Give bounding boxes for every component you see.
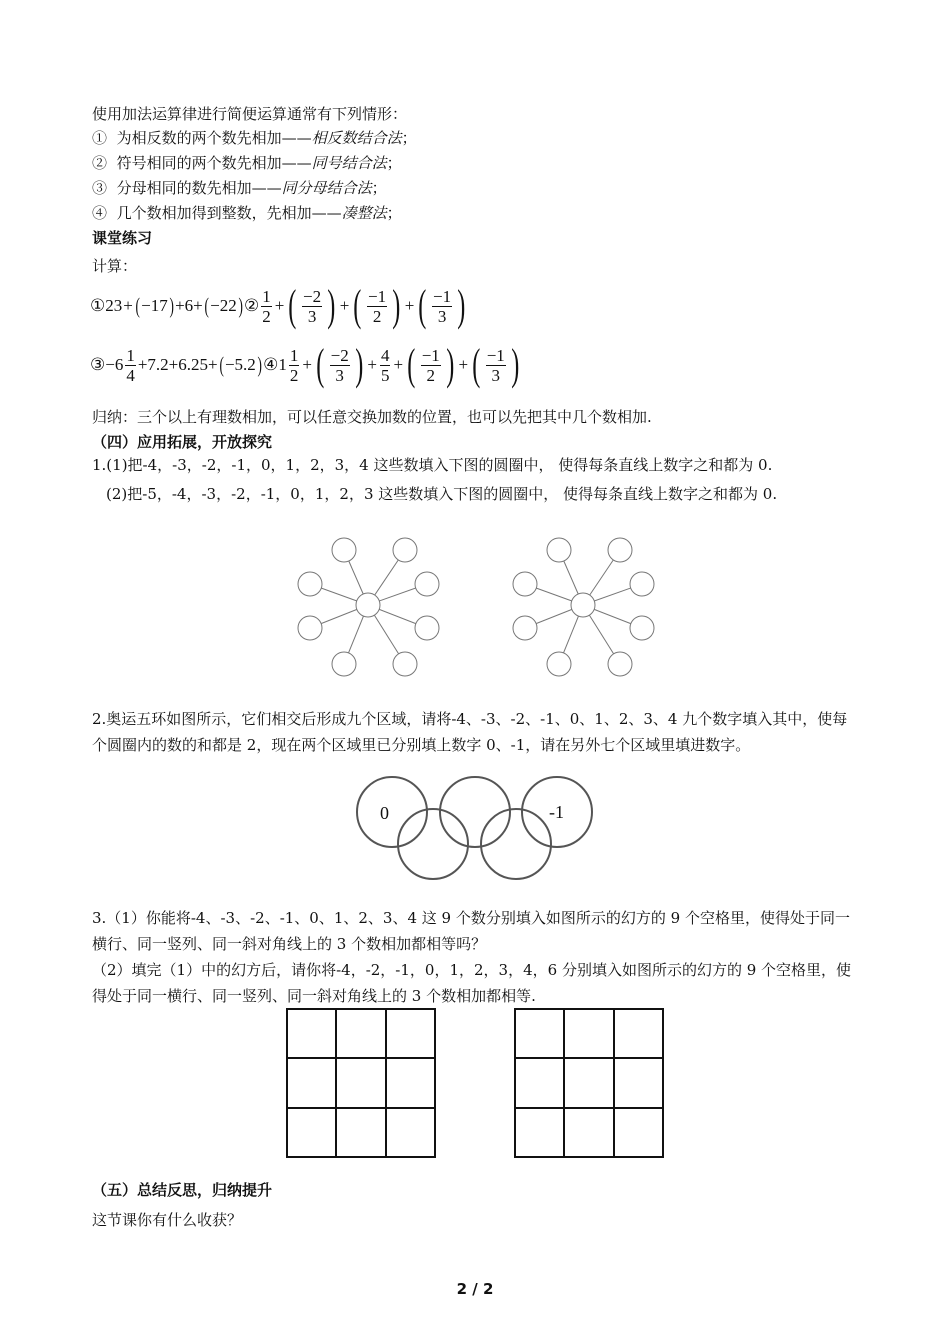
rule-3-method: 同分母结合法: [281, 179, 372, 197]
page-number: 2 / 2: [456, 1280, 494, 1298]
star-diagram-right: [505, 530, 665, 690]
expression-row-1: ① 23 + ( −17 ) +6+ ( −22 ) ② $\frac{1}{2}$ + ( $\frac{-2}{3}$ ) + ( $\frac{-1}{2}$ ) + ( $\frac{-1}{3}$ ): [90, 281, 466, 330]
question-1-part-2: (2)把-5，-4，-3，-2，-1，0，1，2，3 这些数填入下图的圆圈中， 使得每条直线上数字之和都为 0.: [106, 485, 778, 503]
ring: [398, 809, 468, 879]
section-5-heading: （五）总结反思，归纳提升: [92, 1181, 273, 1199]
outer-circle: [547, 538, 571, 562]
outer-circle: [630, 572, 654, 596]
outer-circle: [332, 538, 356, 562]
outer-circle: [393, 652, 417, 676]
outer-circle: [298, 572, 322, 596]
outer-circle: [415, 616, 439, 640]
outer-circle: [608, 652, 632, 676]
expression-row-2: ③ −6 $\frac{1}{4}$ +7.2+6.25+ ( −5.2 ) ④ 1 $\frac{1}{2}$ + ( $\frac{-2}{3}$ ) + $\frac{4}{5}$ + ( $\frac{-1}{2}$ ) + ( $\frac{-1}{3}$ ): [90, 340, 520, 389]
section-4-heading: （四）应用拓展，开放探究: [92, 433, 273, 451]
compute-label: 计算：: [92, 257, 138, 275]
rule-4: ④ 几个数相加得到整数，先相加——凑整法；: [92, 204, 402, 222]
expr-2-label: ②: [244, 296, 260, 315]
star-diagram-left: [290, 530, 450, 690]
outer-circle: [547, 652, 571, 676]
outer-circle: [298, 616, 322, 640]
fraction: $\frac{1}{2}$: [289, 345, 299, 385]
rule-1-method: 相反数结合法: [311, 129, 402, 147]
ring: [440, 777, 510, 847]
expr-4-label: ④: [263, 355, 279, 374]
summary-text: 归纳：三个以上有理数相加，可以任意交换加数的位置，也可以先把其中几个数相加.: [92, 408, 652, 426]
outer-circle: [332, 652, 356, 676]
fraction: $\frac{4}{5}$: [380, 345, 390, 385]
rule-4-method: 凑整法: [341, 204, 387, 222]
practice-heading: 课堂练习: [92, 229, 153, 247]
question-1-part-1: 1.(1)把-4，-3，-2，-1，0，1，2，3，4 这些数填入下图的圆圈中， 使得每条直线上数字之和都为 0.: [92, 456, 773, 474]
outer-circle: [513, 616, 537, 640]
fraction: $\frac{-1}{2}$: [368, 286, 387, 326]
fraction: $\frac{-1}{2}$: [421, 345, 440, 385]
fraction: $\frac{-2}{3}$: [330, 345, 349, 385]
outer-circle: [630, 616, 654, 640]
expr-1-label: ①: [90, 296, 106, 315]
magic-square-left: [286, 1008, 436, 1158]
rule-2-method: 同号结合法: [311, 154, 387, 172]
grid-border: [287, 1009, 435, 1157]
ring: [357, 777, 427, 847]
ring: [481, 809, 551, 879]
ring-right-value: -1: [549, 802, 564, 822]
grid-border: [515, 1009, 663, 1157]
closing-question: 这节课你有什么收获？: [92, 1211, 243, 1229]
olympic-rings-diagram: [350, 772, 600, 887]
magic-square-right: [514, 1008, 664, 1158]
outer-circle: [608, 538, 632, 562]
question-3-part-2: （2）填完（1）中的幻方后，请你将-4，-2，-1，0，1，2，3，4，6 分别填入如图所示的幻方的 9 个空格里，使得处于同一横行、同一竖列、同一斜对角线上的 3 个数相加都相等.: [92, 961, 852, 1005]
ring-left-value: 0: [380, 803, 389, 823]
center-circle: [571, 593, 595, 617]
rule-2: ② 符号相同的两个数先相加——同号结合法；: [92, 154, 402, 172]
fraction: $\frac{-1}{3}$: [433, 286, 452, 326]
fraction: $\frac{-1}{3}$: [486, 345, 505, 385]
intro-text: 使用加法运算律进行简便运算通常有下列情形：: [92, 105, 408, 123]
outer-circle: [393, 538, 417, 562]
center-circle: [356, 593, 380, 617]
rule-3: ③ 分母相同的数先相加——同分母结合法；: [92, 179, 387, 197]
outer-circle: [415, 572, 439, 596]
fraction: $\frac{1}{2}$: [262, 286, 271, 326]
fraction: $\frac{-2}{3}$: [303, 286, 322, 326]
question-2: 2.奥运五环如图所示，它们相交后形成九个区域，请将-4、-3、-2、-1、0、1、2、3、4 九个数字填入其中，使每个圆圈内的数的和都是 2，现在两个区域里已分别填上数字 0、-1，请在另外七个区域里填进数字。: [92, 710, 848, 754]
rule-1: ① 为相反数的两个数先相加——相反数结合法；: [92, 129, 417, 147]
expr-3-label: ③: [90, 355, 106, 374]
question-3-part-1: 3.（1）你能将-4、-3、-2、-1、0、1、2、3、4 这 9 个数分别填入如图所示的幻方的 9 个空格里，使得处于同一横行、同一竖列、同一斜对角线上的 3 个数相加都相等吗？: [92, 909, 850, 953]
fraction: $\frac{1}{4}$: [126, 345, 135, 385]
outer-circle: [513, 572, 537, 596]
